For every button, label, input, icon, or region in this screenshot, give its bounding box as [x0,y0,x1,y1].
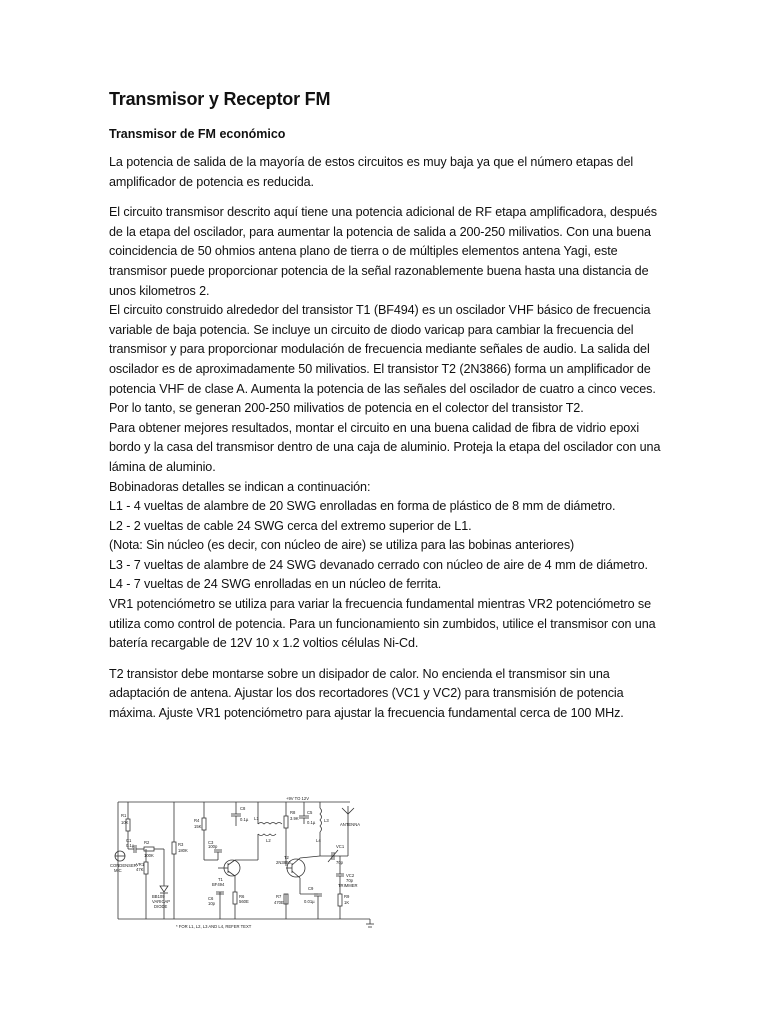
document-subtitle: Transmisor de FM económico [109,127,286,141]
schematic-label-c8-value: 0.1µ [240,817,249,822]
schematic-label-c3-value: 100p [208,844,218,849]
schematic-footnote: * FOR L1, L2, L3 AND L4, REFER TEXT [176,924,252,929]
schematic-label-c9-value: 0.01µ [304,899,315,904]
schematic-label-vr1-value: 47K [136,867,144,872]
schematic-label-r8: R8 [290,810,296,815]
schematic-label-r1: R1 [121,813,127,818]
schematic-label-r6: R6 [239,894,245,899]
schematic-label-t1-part: BF494 [212,882,225,887]
schematic-label-c6: C6 [208,896,214,901]
paragraph-block-main [109,203,669,654]
schematic-label-vc1: VC1 [336,844,345,849]
text-line: L3 - 7 vueltas de alambre de 24 SWG devanado cerrado con núcleo de aire de 4 mm de diámetro. [109,557,648,572]
text-line: L1 - 4 vueltas de alambre de 20 SWG enrolladas en forma de plástico de 8 mm de diámetro. [109,499,616,514]
text-line: L2 - 2 vueltas de cable 24 SWG cerca del extremo superior de L1. [109,518,472,533]
text-line: El circuito transmisor descrito aquí tiene una potencia adicional de RF etapa amplificadora, después de la etapa del oscilador, para aumentar la potencia de salida a 200-250 milivatios. Con una buena coincidencia de 50 ohmios antena plano de tierra o de múltiples elementos antena Yagi, este transmisor puede proporcionar potencia de la señal razonablemente buena hasta una distancia de unos kilometros 2. [109,205,657,298]
schematic-label-l2: L2 [266,838,271,843]
schematic-label-antenna: ANTENNA [340,822,361,827]
schematic-label-r4: R4 [194,818,200,823]
schematic-label-r3-value: 180K [178,848,188,853]
document-page [109,86,669,724]
schematic-label-r9-value: 1K [344,900,350,905]
circuit-schematic [108,794,380,934]
schematic-label-r3: R3 [178,842,184,847]
schematic-label-r8-value: 3.9K [290,816,299,821]
schematic-label-r9: R9 [344,894,350,899]
schematic-label-r2-value: 100K [144,853,154,858]
schematic-label-vc2: VC2 [346,873,355,878]
schematic-label-varicap: VARICAP [152,899,171,904]
schematic-label-condenser: CONDENSER [110,863,137,868]
schematic-label-r7: R7 [276,894,282,899]
schematic-label-diode-word: DIODE [154,904,168,909]
paragraph-intro: La potencia de salida de la mayoría de estos circuitos es muy baja ya que el número etapas del amplificador de potencia es reducida. [109,155,634,189]
schematic-label-c6-value: 10p [208,901,215,906]
document-title: Transmisor y Receptor FM [109,89,331,109]
schematic-label-l4: L4 [316,838,321,843]
schematic-label-mic: MIC [114,868,122,873]
schematic-label-c5-value: 0.1µ [307,820,316,825]
text-line: El circuito construido alrededor del transistor T1 (BF494) es un oscilador VHF básico de frecuencia variable de baja potencia. Se incluye un circuito de diodo varicap para cambiar la frecuencia del transmisor y para proporcionar modulación de frecuencia mediante señales de audio. La salida del oscilador es de aproximadamente 50 milivatios. El transistor T2 (2N3866) forma un amplificador de potencia VHF de clase A. Aumenta la potencia de las señales del oscilador de cuatro a cinco veces. Por lo tanto, se generan 200-250 milivatios de potencia en el colector del transistor T2. [109,303,656,416]
schematic-label-r1-value: 10K [121,820,129,825]
schematic-label-vc1-value: 70p [336,860,343,865]
text-line: (Nota: Sin núcleo (es decir, con núcleo de aire) se utiliza para las bobinas anteriores) [109,538,575,553]
schematic-label-l1: L1 [254,816,259,821]
schematic-label-vr1: VR1 [136,862,145,867]
schematic-label-c8: C8 [240,806,246,811]
schematic-label-l3: L3 [324,818,329,823]
text-line: VR1 potenciómetro se utiliza para variar la frecuencia fundamental mientras VR2 potenciómetro se utiliza como control de potencia. Para un funcionamiento sin zumbidos, utilice el transmisor con una batería recargable de 12V 10 x 1.2 voltios células Ni-Cd. [109,597,656,651]
schematic-label-r6-value: 560E [239,899,249,904]
schematic-label-trimmer: TRIMMER [338,883,358,888]
schematic-label-t2-part: 2N3866 [276,860,291,865]
schematic-label-c1-value: 0.1µ [126,843,135,848]
text-line: L4 - 7 vueltas de 24 SWG enrolladas en un núcleo de ferrita. [109,577,442,592]
text-line: Para obtener mejores resultados, montar el circuito en una buena calidad de fibra de vidrio epoxi bordo y la casa del transmisor dentro de una caja de aluminio. Proteja la etapa del oscilador con una lámina de aluminio. [109,420,661,474]
schematic-label-supply: +9V TO 12V [286,796,310,801]
schematic-label-c1: C1 [126,838,132,843]
schematic-label-r4-value: 15K [194,824,202,829]
schematic-label-c9: C9 [308,886,314,891]
schematic-label-t2: T2 [284,855,289,860]
schematic-label-c5: C5 [307,810,313,815]
text-line: Bobinadoras detalles se indican a continuación: [109,479,371,494]
schematic-label-c3: C3 [208,840,214,845]
schematic-label-r7-value: 470E [274,900,284,905]
schematic-label-vc2-value: 70p [346,878,353,883]
paragraph-final: T2 transistor debe montarse sobre un disipador de calor. No encienda el transmisor sin una adaptación de antena. Ajustar los dos recortadores (VC1 y VC2) para transmisión de potencia máxima. Ajuste VR1 potenciómetro para ajustar la frecuencia fundamental cerca de 100 MHz. [109,666,624,721]
schematic-label-r2: R2 [144,840,150,845]
schematic-label-t1: T1 [218,877,223,882]
schematic-label-diode: BB109 [152,894,165,899]
